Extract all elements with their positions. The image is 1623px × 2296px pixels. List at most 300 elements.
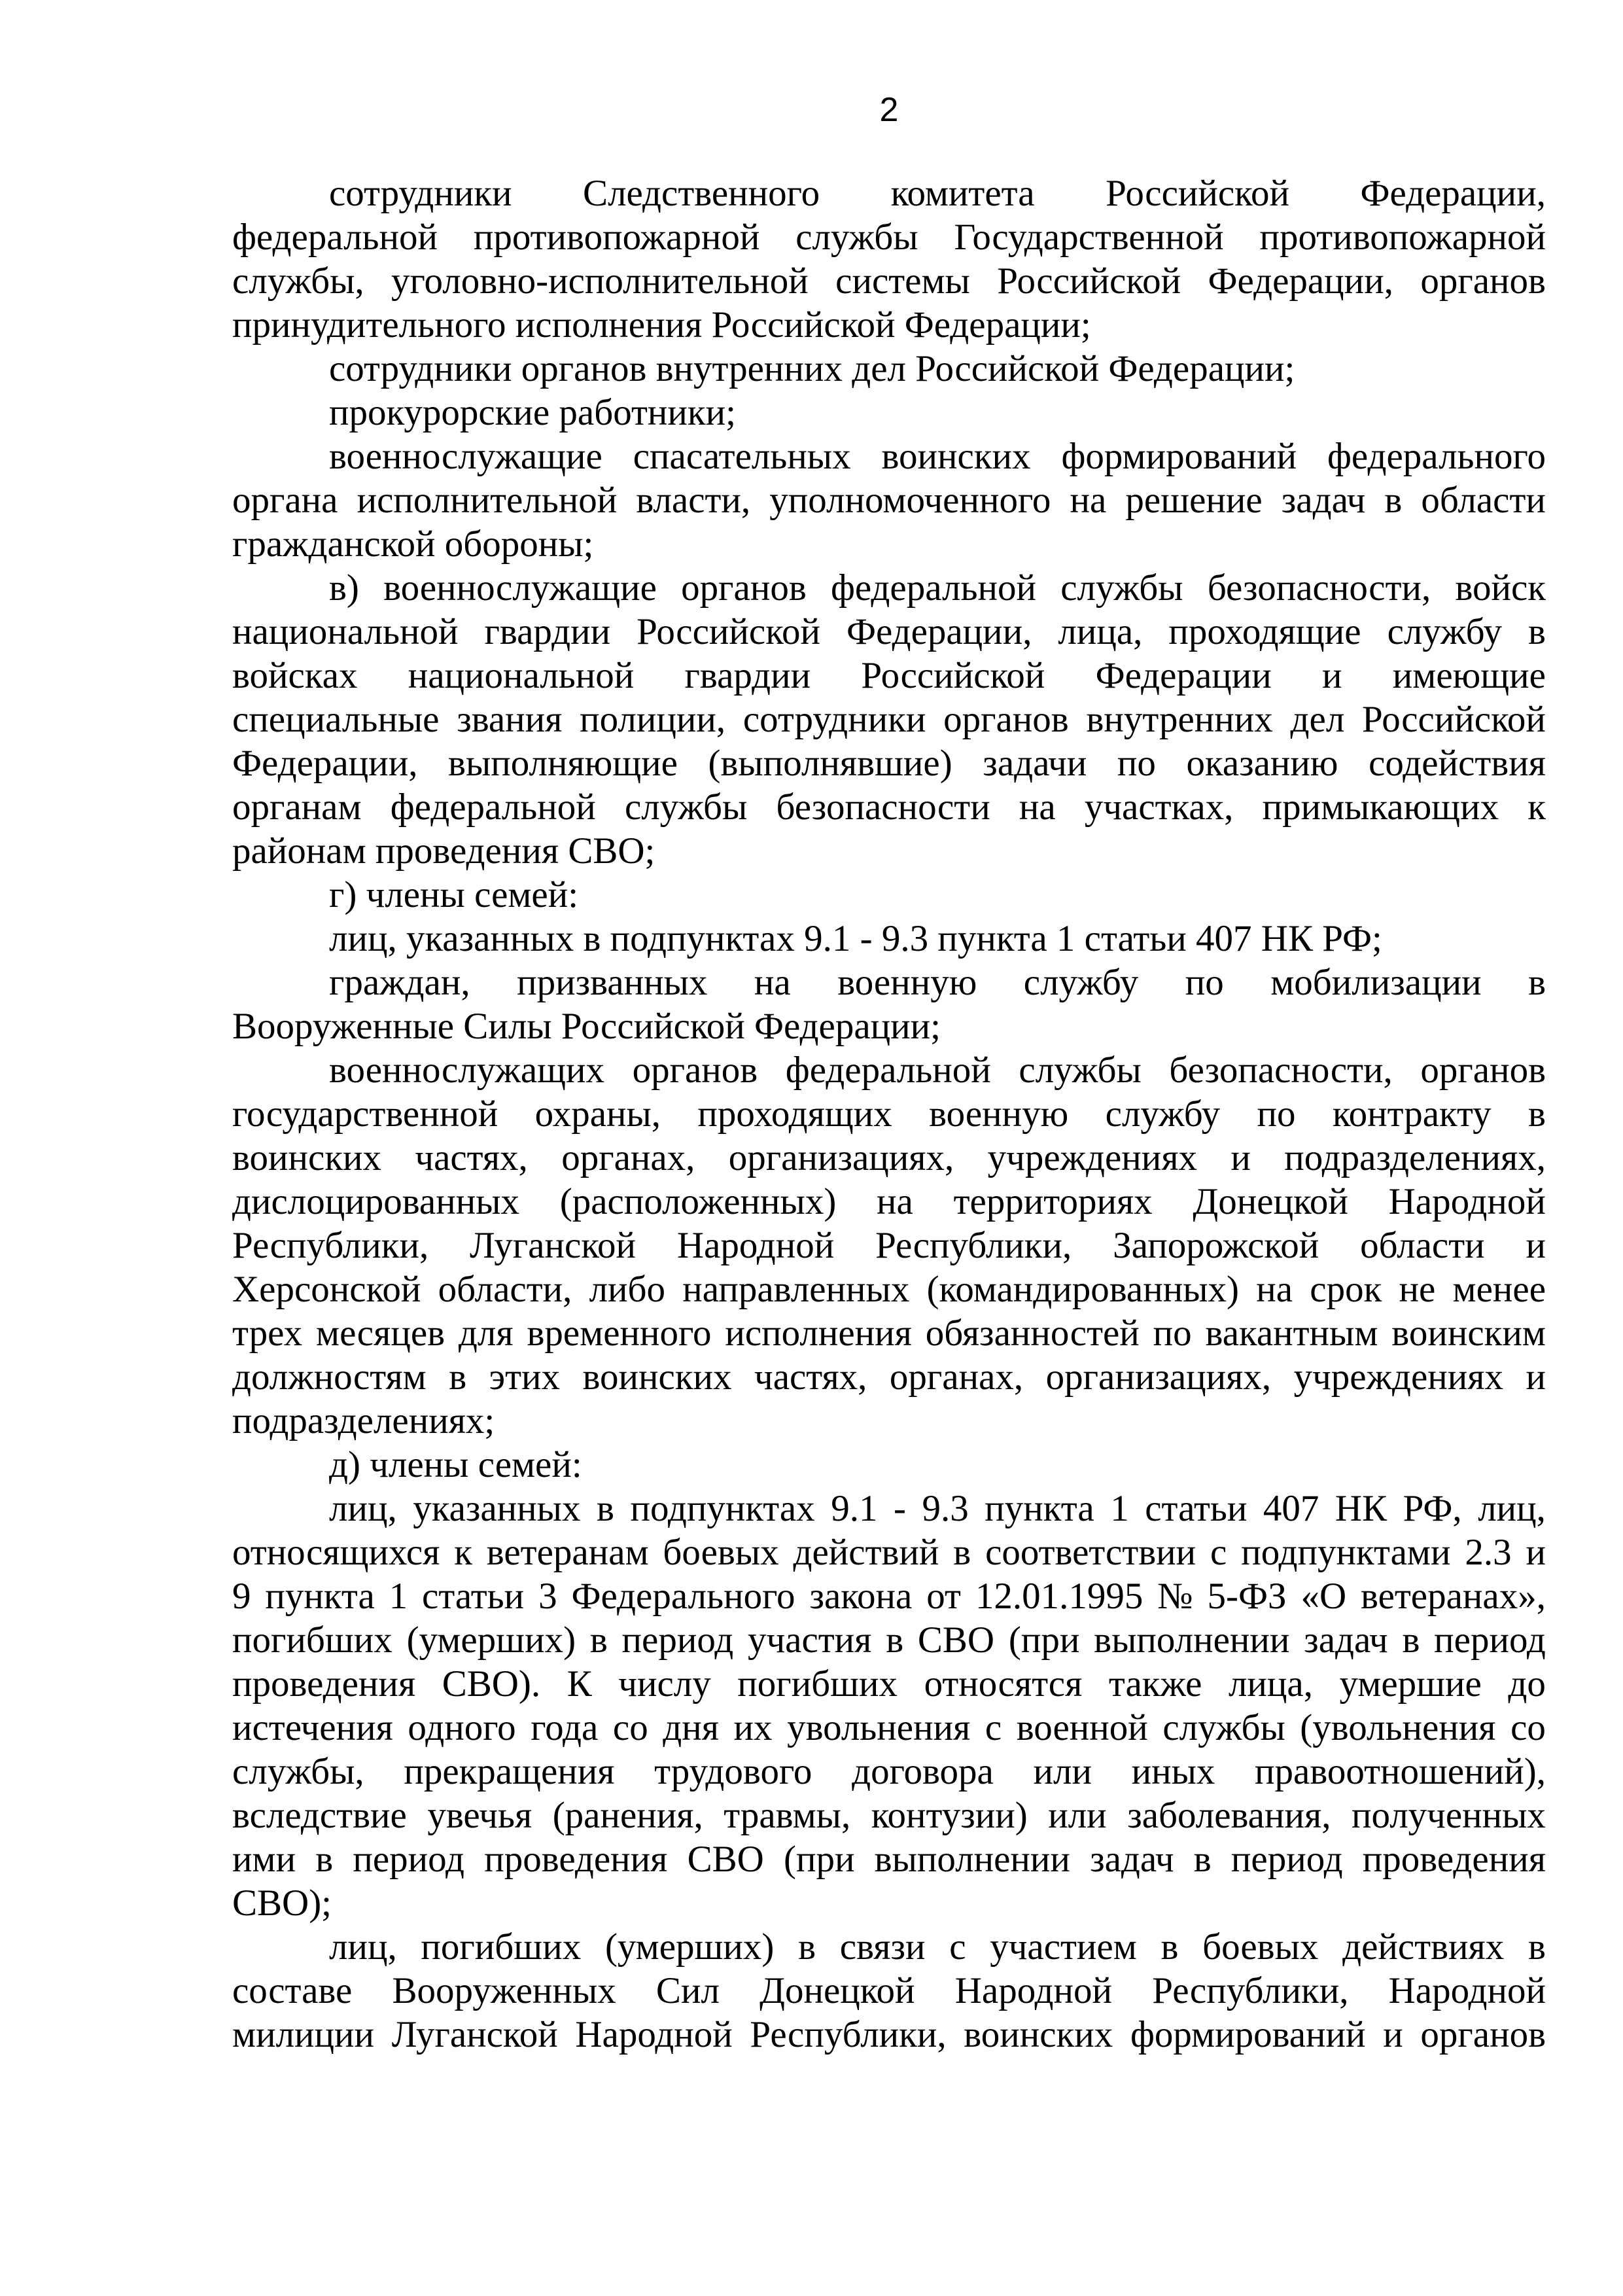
word: участках, [1084, 786, 1234, 828]
text-line: прокурорские работники; [329, 392, 736, 433]
word: внутренних [1086, 699, 1273, 740]
word: погибших [232, 1619, 393, 1661]
text-line: принудительного исполнения Российской Федерации; [232, 304, 1091, 345]
word: на [1019, 786, 1056, 828]
word: безопасности, [1169, 1050, 1393, 1091]
word: органов [1420, 2014, 1546, 2055]
word: органах, [889, 1356, 1024, 1398]
word: содействия [1369, 743, 1546, 784]
word: противопожарной [473, 217, 760, 258]
word: дел [1290, 699, 1345, 740]
word: федеральной [232, 217, 438, 258]
word: или [1033, 1751, 1092, 1792]
word: со [1510, 1707, 1546, 1748]
word: Херсонской [232, 1269, 421, 1310]
word: также [1108, 1663, 1202, 1704]
word: Республики, [750, 2014, 947, 2055]
word: органах, [561, 1137, 695, 1178]
word: организациях, [1045, 1356, 1272, 1398]
text-line [232, 478, 1546, 522]
word: умершие [1339, 1663, 1482, 1704]
word: СВО [917, 1619, 995, 1661]
word: Донецкой [1193, 1181, 1348, 1222]
word: № [1157, 1576, 1193, 1617]
text-line [232, 434, 1546, 478]
word: Российской [861, 655, 1045, 696]
word: (при [783, 1839, 855, 1880]
word: срок [1310, 1269, 1382, 1310]
word: безопасности, [1207, 567, 1431, 609]
word: по [1153, 1313, 1192, 1354]
word: - [894, 1488, 906, 1529]
text-line: подразделениях; [232, 1400, 495, 1441]
text-line [232, 610, 1546, 654]
word: временного [527, 1313, 712, 1354]
word: Донецкой [759, 1970, 915, 2011]
word: спасательных [633, 436, 851, 477]
word: вакантным [1205, 1313, 1378, 1354]
word: Российской [637, 611, 821, 652]
word: формирований [1061, 436, 1297, 477]
word: контракту [1332, 1093, 1492, 1135]
word: 407 [1263, 1488, 1319, 1529]
word: и [1230, 1137, 1251, 1178]
word: формирований [1130, 2014, 1366, 2055]
text-line [232, 1136, 1546, 1180]
word: на [1256, 1269, 1293, 1310]
word: контузии) [871, 1795, 1028, 1836]
word: службы [624, 786, 748, 828]
word: Народной [1388, 1181, 1546, 1222]
word: Народной [1388, 1970, 1546, 2011]
word: в [1193, 1839, 1212, 1880]
page-number: 2 [879, 91, 899, 129]
word: войсках [232, 655, 358, 696]
word: службу [1105, 1093, 1221, 1135]
word: ими [232, 1839, 296, 1880]
word: к [454, 1532, 472, 1573]
word: соответствии [985, 1532, 1196, 1573]
text-line [232, 1793, 1546, 1837]
word: лица, [1228, 1663, 1313, 1704]
word: Народной [575, 2014, 733, 2055]
word: Федерации, [1208, 260, 1393, 302]
word: задач [1090, 1839, 1174, 1880]
word: в [315, 1839, 334, 1880]
word: воинских [881, 436, 1031, 477]
text-line: д) члены семей: [329, 1444, 582, 1485]
word: 12.01.1995 [975, 1576, 1143, 1617]
word: проведения [1362, 1839, 1546, 1880]
word: менее [1452, 1269, 1546, 1310]
word: Российской [1106, 173, 1289, 214]
word: период [1230, 1839, 1343, 1880]
word: Запорожской [1113, 1225, 1319, 1266]
word: (при [1008, 1619, 1080, 1661]
word: безопасности [776, 786, 990, 828]
word: 9 [232, 1576, 251, 1617]
word: военной [1016, 1707, 1148, 1748]
word: Федерации [1095, 655, 1272, 696]
word: выполняющие [448, 743, 678, 784]
word: полученных [1351, 1795, 1546, 1836]
word: вследствие [232, 1795, 407, 1836]
word: в [1528, 1093, 1546, 1135]
word: и [1526, 1225, 1546, 1266]
word: органов [1420, 1050, 1546, 1091]
word: в [1384, 480, 1403, 521]
word: частях, [415, 1137, 528, 1178]
word: Народной [676, 1225, 835, 1266]
word: звания [457, 699, 563, 740]
word: трех [232, 1313, 303, 1354]
word: службы [795, 217, 918, 258]
text-line [232, 566, 1546, 610]
word: увечья [427, 1795, 532, 1836]
text-line [232, 1530, 1546, 1574]
word: года [531, 1707, 599, 1748]
word: Следственного [583, 173, 820, 214]
word: воинских [964, 2014, 1113, 2055]
word: примыкающих [1262, 786, 1499, 828]
word: иных [1131, 1751, 1215, 1792]
word: 1 [389, 1576, 408, 1617]
word: гвардии [684, 655, 811, 696]
word: Республики, [232, 1225, 429, 1266]
word: 9.1 [831, 1488, 878, 1529]
word: проходящих [697, 1093, 892, 1135]
word: органов [632, 1050, 758, 1091]
text-line [232, 1750, 1546, 1793]
word: договора [852, 1751, 994, 1792]
word: статьи [422, 1576, 525, 1617]
text-line [232, 1048, 1546, 1092]
word: воинским [1391, 1313, 1546, 1354]
word: органам [232, 786, 362, 828]
text-line [232, 1969, 1546, 2013]
word: Луганской [470, 1225, 637, 1266]
word: (ранения, [552, 1795, 703, 1836]
word: дислоцированных [232, 1181, 520, 1222]
word: органов [1420, 260, 1546, 302]
word: в [886, 1619, 904, 1661]
word: исполнения [725, 1313, 912, 1354]
word: ветеранах», [1361, 1576, 1546, 1617]
word: службы [1162, 1707, 1285, 1748]
text-line [232, 1267, 1546, 1311]
text-line [232, 741, 1546, 785]
word: уголовно-исполнительной [391, 260, 809, 302]
word: НК [1335, 1488, 1387, 1529]
word: задач [1281, 480, 1366, 521]
word: Государственной [954, 217, 1224, 258]
word: одного [408, 1707, 516, 1748]
word: военнослужащих [329, 1050, 605, 1091]
word: в) [329, 567, 359, 609]
word: Федерации, [1360, 173, 1546, 214]
text-line: гражданской обороны; [232, 523, 594, 565]
word: Сил [655, 1970, 720, 2011]
word: лица, [1058, 611, 1143, 652]
word: федеральной [830, 567, 1036, 609]
word: Народной [954, 1970, 1113, 2011]
text-line [232, 1574, 1546, 1618]
word: (увольнения [1300, 1707, 1496, 1748]
word: связи [839, 1926, 926, 1968]
word: призванных [517, 962, 708, 1003]
word: подразделениях, [1284, 1137, 1546, 1178]
text-line [232, 1662, 1546, 1706]
word: службы, [232, 1751, 364, 1792]
word: задачи [983, 743, 1087, 784]
word: со [612, 1707, 648, 1748]
text-line [232, 1355, 1546, 1399]
word: в [589, 1619, 608, 1661]
text-line [232, 1925, 1546, 1969]
word: в [597, 1488, 614, 1529]
word: пункта [985, 1488, 1094, 1529]
word: области [1360, 1225, 1485, 1266]
word: 1 [1110, 1488, 1129, 1529]
word: военнослужащие [329, 436, 602, 477]
word: период [621, 1619, 734, 1661]
word: относящихся [232, 1532, 440, 1573]
word: с [949, 1926, 966, 1968]
word: военнослужащие [383, 567, 657, 609]
word: задач [1304, 1619, 1388, 1661]
word: период [1434, 1619, 1546, 1661]
word: относятся [924, 1663, 1083, 1704]
word: милиции [232, 2014, 375, 2055]
word: подпунктах [630, 1488, 815, 1529]
word: национальной [408, 655, 635, 696]
word: воинских [582, 1356, 732, 1398]
word: на [1070, 480, 1107, 521]
word: участия [748, 1619, 872, 1661]
word: боевых [1202, 1926, 1319, 1968]
word: области, [438, 1269, 572, 1310]
word: 9.3 [922, 1488, 969, 1529]
text-line: лиц, указанных в подпунктах 9.1 - 9.3 пункта 1 статьи 407 НК РФ; [329, 918, 1382, 959]
word: в [1402, 1619, 1420, 1661]
word: службы, [232, 260, 364, 302]
word: (умерших) [604, 1926, 775, 1968]
text-line: Вооруженные Силы Российской Федерации; [232, 1006, 941, 1047]
word: ветеранам [486, 1532, 649, 1573]
word: органов [681, 567, 807, 609]
word: их [733, 1707, 773, 1748]
word: федеральной [390, 786, 596, 828]
word: или [1048, 1795, 1107, 1836]
word: оказанию [1186, 743, 1338, 784]
word: на [877, 1181, 913, 1222]
word: 3 [538, 1576, 557, 1617]
word: в [1528, 962, 1546, 1003]
word: Республики, [1152, 1970, 1349, 2011]
word: в [798, 1926, 816, 1968]
word: и [1526, 1532, 1546, 1573]
word: сотрудники [329, 173, 512, 214]
word: мобилизации [1270, 962, 1482, 1003]
word: учреждениях [987, 1137, 1198, 1178]
word: от [926, 1576, 961, 1617]
word: направленных [682, 1269, 910, 1310]
word: Республики, [875, 1225, 1072, 1266]
word: дня [663, 1707, 719, 1748]
word: и [1526, 1356, 1546, 1398]
word: исполнительной [357, 480, 618, 521]
text-line [232, 1092, 1546, 1136]
word: учреждениях [1293, 1356, 1503, 1398]
word: статьи [1145, 1488, 1248, 1529]
text-line [232, 698, 1546, 741]
word: истечения [232, 1707, 393, 1748]
word: Российской [997, 260, 1181, 302]
word: погибших [421, 1926, 582, 1968]
word: проходящие [1168, 611, 1361, 652]
word: комитета [890, 173, 1035, 214]
word: в [1527, 1926, 1546, 1968]
word: лиц, [329, 1488, 397, 1529]
word: войск [1455, 567, 1546, 609]
word: месяцев [316, 1313, 445, 1354]
word: лиц, [329, 1926, 397, 1968]
word: власти, [636, 480, 751, 521]
text-line [232, 1224, 1546, 1267]
word: и [1383, 2014, 1403, 2055]
word: специальные [232, 699, 440, 740]
word: участием [990, 1926, 1137, 1968]
word: проведения [484, 1839, 668, 1880]
text-line: СВО); [232, 1882, 332, 1924]
page-header [232, 90, 1546, 130]
word: федеральной [785, 1050, 991, 1091]
document-body [232, 171, 1546, 2057]
word: в [953, 1532, 971, 1573]
word: федерального [1327, 436, 1546, 477]
text-line [232, 171, 1546, 215]
word: либо [589, 1269, 666, 1310]
word: сотрудники [742, 699, 926, 740]
word: пункта [265, 1576, 375, 1617]
word: по [1257, 1093, 1296, 1135]
word: боевых [663, 1532, 779, 1573]
word: правоотношений), [1255, 1751, 1546, 1792]
word: охраны, [534, 1093, 661, 1135]
word: организациях, [728, 1137, 954, 1178]
text-line [232, 259, 1546, 303]
word: закона [809, 1576, 913, 1617]
word: до [1508, 1663, 1546, 1704]
text-line [232, 1706, 1546, 1750]
word: прекращения [404, 1751, 615, 1792]
word: подпунктами [1241, 1532, 1451, 1573]
word: Федерального [571, 1576, 795, 1617]
word: уполномоченного [769, 480, 1051, 521]
word: воинских [232, 1137, 382, 1178]
word: Российской [1362, 699, 1546, 740]
word: в [1161, 1926, 1179, 1968]
word: действиях [1342, 1926, 1505, 1968]
text-line [232, 215, 1546, 259]
word: период [353, 1839, 465, 1880]
word: противопожарной [1259, 217, 1546, 258]
word: с [1210, 1532, 1227, 1573]
word: лиц, [1478, 1488, 1546, 1529]
word: должностям [232, 1356, 427, 1398]
word: на [754, 962, 791, 1003]
text-line [232, 785, 1546, 829]
word: составе [232, 1970, 353, 2011]
word: РФ, [1403, 1488, 1462, 1529]
word: национальной [232, 611, 459, 652]
word: территориях [953, 1181, 1153, 1222]
word: системы [835, 260, 970, 302]
word: и [1322, 655, 1342, 696]
word: погибших [737, 1663, 898, 1704]
word: службу [1387, 611, 1503, 652]
word: этих [489, 1356, 561, 1398]
word: военную [929, 1093, 1069, 1135]
word: Луганской [391, 2014, 558, 2055]
word: заболевания, [1127, 1795, 1331, 1836]
word: (выполнявшие) [708, 743, 952, 784]
text-line: г) члены семей: [329, 874, 579, 915]
word: для [458, 1313, 514, 1354]
word: 5-ФЗ [1207, 1576, 1287, 1617]
word: числу [618, 1663, 711, 1704]
word: службы [1019, 1050, 1142, 1091]
word: граждан, [329, 962, 470, 1003]
word: службы [1060, 567, 1183, 609]
word: увольнения [787, 1707, 971, 1748]
text-line [232, 2013, 1546, 2057]
text-line [232, 1618, 1546, 1662]
word: области [1421, 480, 1546, 521]
word: Федерации, [232, 743, 418, 784]
text-line [232, 1837, 1546, 1881]
word: указанных [413, 1488, 581, 1529]
word: гвардии [484, 611, 611, 652]
word: в [449, 1356, 467, 1398]
word: Вооруженных [392, 1970, 616, 2011]
text-line: сотрудники органов внутренних дел Российской Федерации; [329, 348, 1295, 389]
word: выполнении [1094, 1619, 1290, 1661]
word: службу [1023, 962, 1139, 1003]
word: действий [793, 1532, 939, 1573]
word: органов [943, 699, 1069, 740]
word: по [1117, 743, 1156, 784]
text-line [232, 654, 1546, 698]
word: 2.3 [1465, 1532, 1512, 1573]
text-line [232, 1487, 1546, 1530]
text-line [232, 1311, 1546, 1355]
text-line [232, 1180, 1546, 1224]
word: выполнении [874, 1839, 1070, 1880]
word: травмы, [724, 1795, 851, 1836]
text-line: районам проведения СВО; [232, 830, 655, 872]
word: по [1185, 962, 1224, 1003]
word: Федерации, [846, 611, 1032, 652]
text-line [232, 961, 1546, 1004]
word: СВО [687, 1839, 764, 1880]
word: с [985, 1707, 1002, 1748]
word: К [567, 1663, 592, 1704]
word: проведения [232, 1663, 416, 1704]
word: имеющие [1392, 655, 1546, 696]
word: государственной [232, 1093, 498, 1135]
word: частях, [754, 1356, 867, 1398]
